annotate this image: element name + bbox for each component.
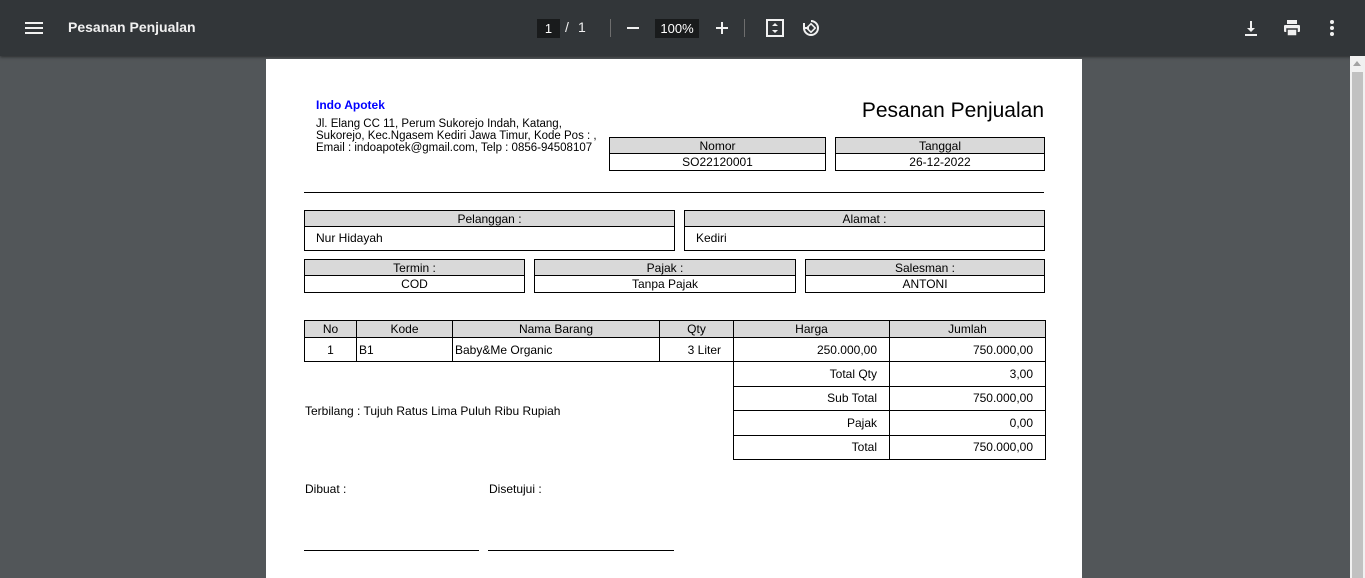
disetujui-signature-line (488, 550, 674, 551)
alamat-box (684, 210, 1045, 251)
sub-total-value: 750.000,00 (890, 386, 1046, 411)
table-row (305, 338, 1046, 362)
item-no: 1 (305, 338, 357, 362)
sub-total-row (734, 386, 1046, 411)
page-total: 1 (578, 19, 586, 35)
company-name: Indo Apotek (316, 98, 385, 112)
pajak-box (534, 259, 796, 293)
items-table (304, 320, 1046, 362)
dibuat-label: Dibuat : (305, 482, 347, 496)
total-qty-row (734, 362, 1046, 387)
alamat-label: Alamat : (685, 211, 1044, 227)
total-qty-value: 3,00 (890, 362, 1046, 387)
document-heading: Pesanan Penjualan (861, 99, 1044, 122)
nomor-box (609, 137, 826, 171)
dibuat-signature-line (304, 550, 479, 551)
termin-value: COD (401, 277, 428, 291)
tanggal-label: Tanggal (836, 138, 1044, 154)
disetujui-label: Disetujui : (489, 482, 542, 496)
vertical-scrollbar[interactable] (1350, 56, 1365, 578)
col-no: No (305, 321, 357, 338)
terbilang-text: Terbilang : Tujuh Ratus Lima Puluh Ribu Rupiah (305, 404, 561, 418)
termin-box (304, 259, 525, 293)
nomor-label: Nomor (610, 138, 825, 154)
item-harga: 250.000,00 (734, 338, 890, 362)
item-jumlah: 750.000,00 (890, 338, 1046, 362)
pajak-value: Tanpa Pajak (631, 277, 699, 291)
menu-icon[interactable] (22, 16, 46, 40)
col-kode: Kode (357, 321, 453, 338)
termin-label: Termin : (305, 260, 524, 276)
print-icon[interactable] (1280, 16, 1304, 40)
tanggal-value: 26-12-2022 (909, 155, 971, 169)
col-nama-barang: Nama Barang (453, 321, 660, 338)
toolbar-divider (610, 19, 611, 37)
page-separator: / (565, 19, 569, 35)
pajak-row (734, 411, 1046, 436)
salesman-value: ANTONI (902, 277, 948, 291)
pdf-toolbar (0, 0, 1365, 56)
rotate-icon[interactable] (799, 16, 823, 40)
grand-total-value: 750.000,00 (890, 435, 1046, 460)
zoom-level-input[interactable]: 100% (655, 19, 699, 38)
pajak-label: Pajak : (535, 260, 795, 276)
item-kode: B1 (357, 338, 453, 362)
nomor-value: SO22120001 (682, 155, 753, 169)
page-number-input[interactable]: 1 (537, 19, 560, 38)
grand-total-row (734, 435, 1046, 460)
col-jumlah: Jumlah (890, 321, 1046, 338)
items-header-row (305, 321, 1046, 338)
scroll-thumb[interactable] (1352, 72, 1363, 578)
company-address: Jl. Elang CC 11, Perum Sukorejo Indah, Katang, Sukorejo, Kec.Ngasem Kediri Jawa Timur, Kode Pos : , Email : indoapotek@gmail.com, Telp : 0856-94508107 (316, 118, 597, 154)
total-qty-label: Total Qty (734, 362, 890, 387)
sub-total-label: Sub Total (734, 386, 890, 411)
more-options-icon[interactable] (1320, 16, 1344, 40)
download-icon[interactable] (1239, 16, 1263, 40)
zoom-in-icon[interactable] (710, 16, 734, 40)
col-harga: Harga (734, 321, 890, 338)
fit-to-page-icon[interactable] (763, 16, 787, 40)
item-nama: Baby&Me Organic (453, 338, 660, 362)
totals-table (733, 361, 1046, 460)
salesman-box (805, 259, 1045, 293)
pelanggan-value: Nur Hidayah (316, 231, 383, 245)
salesman-label: Salesman : (806, 260, 1044, 276)
scroll-up-arrow-icon[interactable] (1353, 61, 1361, 66)
alamat-value: Kediri (696, 231, 727, 245)
pelanggan-label: Pelanggan : (305, 211, 674, 227)
pajak-total-value: 0,00 (890, 411, 1046, 436)
zoom-out-icon[interactable] (621, 16, 645, 40)
document-title: Pesanan Penjualan (68, 19, 196, 35)
grand-total-label: Total (734, 435, 890, 460)
pajak-total-label: Pajak (734, 411, 890, 436)
tanggal-box (835, 137, 1045, 171)
item-qty: 3 Liter (660, 338, 734, 362)
header-divider (304, 192, 1044, 193)
pdf-page (266, 59, 1082, 578)
toolbar-divider (744, 19, 745, 37)
pelanggan-box (304, 210, 675, 251)
col-qty: Qty (660, 321, 734, 338)
